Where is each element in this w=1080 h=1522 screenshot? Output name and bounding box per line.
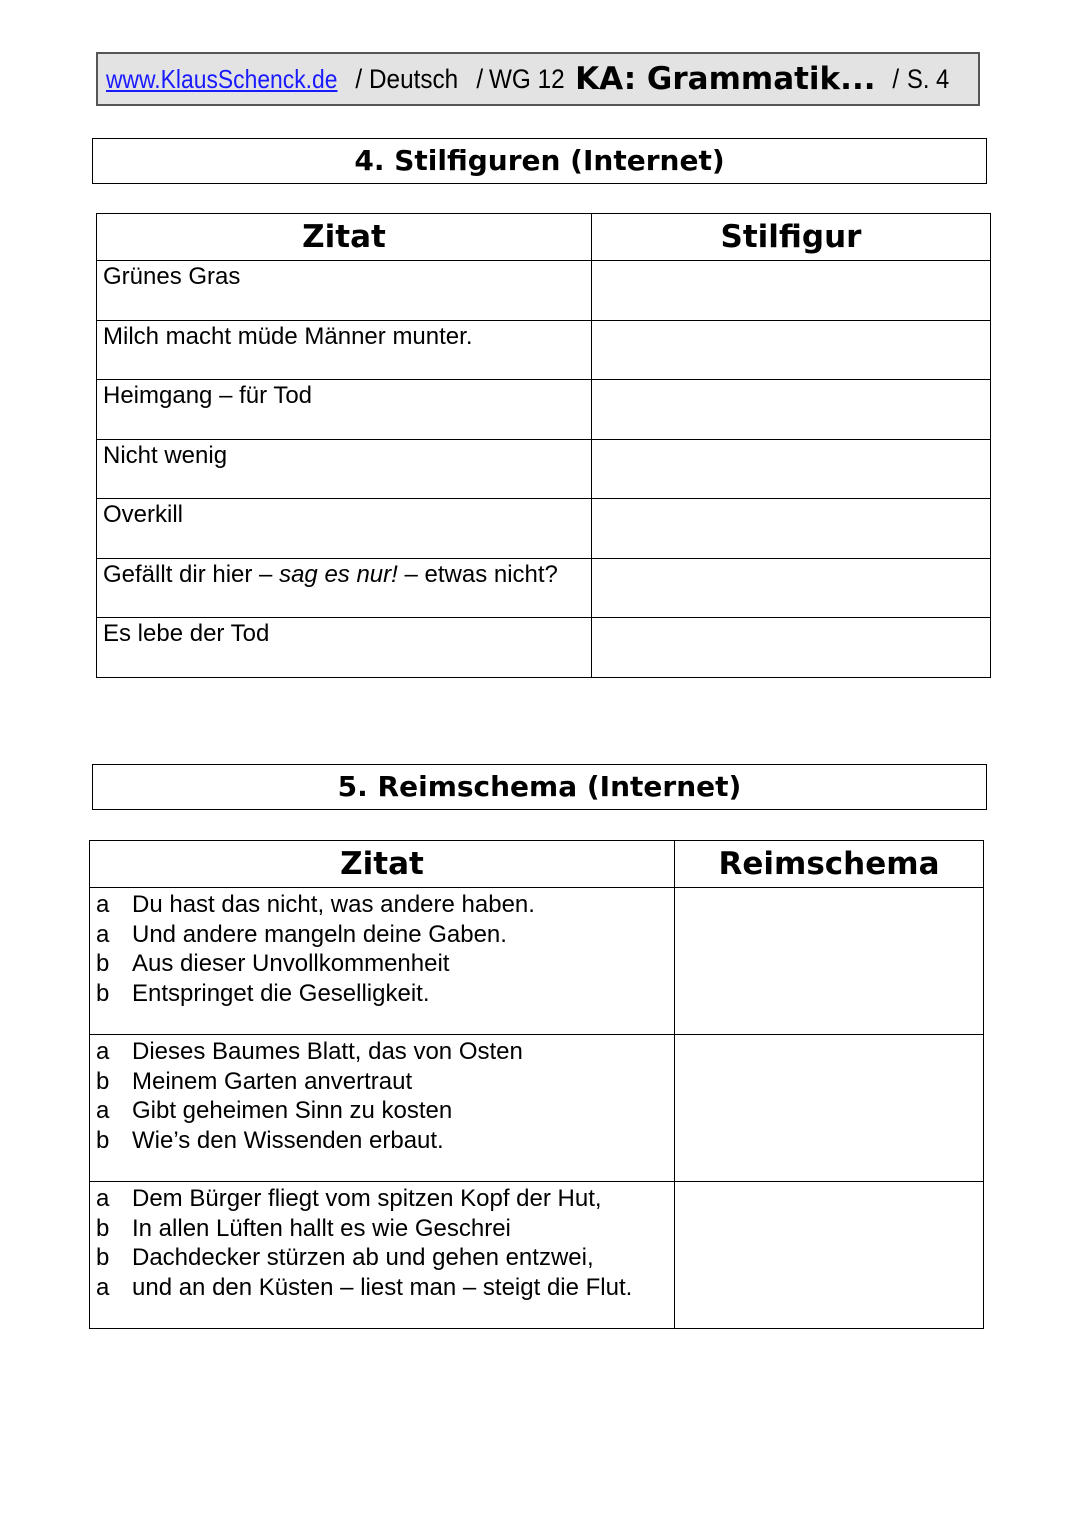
- poem-cell: [90, 1182, 675, 1329]
- quote-cell: Grünes Gras: [97, 261, 592, 321]
- column-header-zitat: Zitat: [90, 841, 675, 888]
- answer-cell[interactable]: [675, 1182, 984, 1329]
- line-text: Und andere mangeln deine Gaben.: [132, 920, 507, 948]
- table-row: [97, 380, 991, 440]
- separator: /: [355, 63, 363, 94]
- table-row: [97, 618, 991, 678]
- rhyme-letter: a: [96, 1185, 110, 1212]
- table-row: [97, 558, 991, 618]
- subject: Deutsch: [368, 63, 458, 94]
- line-text: Dachdecker stürzen ab und gehen entzwei,: [132, 1244, 594, 1271]
- table-row: [90, 888, 984, 1035]
- page-number: S. 4: [907, 63, 950, 94]
- rhyme-letter: a: [96, 1273, 110, 1301]
- rhyme-letter: b: [96, 979, 110, 1007]
- answer-cell[interactable]: [592, 618, 991, 678]
- answer-cell[interactable]: [592, 499, 991, 559]
- website-link[interactable]: www.KlausSchenck.de: [106, 63, 338, 94]
- section-4-title: 4. Stilfiguren (Internet): [92, 138, 987, 184]
- answer-cell[interactable]: [675, 1035, 984, 1182]
- poem-line: [96, 1214, 674, 1244]
- line-text: Gibt geheimen Sinn zu kosten: [132, 1097, 453, 1124]
- poem-line: [96, 1126, 674, 1156]
- line-text: Dem Bürger fliegt vom spitzen Kopf der Hut,: [132, 1185, 602, 1212]
- line-text: und an den Küsten – liest man – steigt die Flut.: [132, 1273, 633, 1301]
- poem-cell: [90, 1035, 675, 1182]
- rhyme-letter: b: [96, 1214, 110, 1242]
- table-row: [97, 499, 991, 559]
- answer-cell[interactable]: [592, 261, 991, 321]
- column-header-stilfigur: Stilfigur: [592, 214, 991, 261]
- quote-emphasis: sag es nur!: [279, 560, 398, 588]
- answer-cell[interactable]: [675, 888, 984, 1035]
- separator: /: [891, 63, 899, 94]
- line-text: Aus dieser Unvollkommenheit: [132, 950, 450, 977]
- poem-line: [96, 949, 674, 979]
- rhyme-letter: b: [96, 950, 110, 977]
- rhyme-letter: a: [96, 1097, 110, 1124]
- rhyme-letter: a: [96, 920, 110, 948]
- page-header: [96, 52, 980, 106]
- line-text: Dieses Baumes Blatt, das von Osten: [132, 1038, 523, 1065]
- quote-part: Gefällt dir hier –: [103, 560, 280, 588]
- poem-line: [96, 1096, 674, 1126]
- rhyme-letter: a: [96, 891, 110, 918]
- quote-cell: Nicht wenig: [97, 439, 592, 499]
- poem-cell: [90, 888, 675, 1035]
- class-label: WG 12: [489, 63, 565, 94]
- line-text: Entspringet die Geselligkeit.: [132, 979, 430, 1007]
- poem-line: [96, 890, 674, 920]
- reimschema-table: [89, 840, 984, 1329]
- stilfiguren-table: [96, 213, 991, 678]
- quote-cell: [97, 558, 592, 618]
- table-row: [97, 320, 991, 380]
- line-text: Du hast das nicht, was andere haben.: [132, 891, 535, 918]
- column-header-zitat: Zitat: [97, 214, 592, 261]
- line-text: Meinem Garten anvertraut: [132, 1067, 413, 1095]
- separator: /: [475, 63, 483, 94]
- document-title: KA: Grammatik...: [575, 61, 876, 97]
- line-text: In allen Lüften hallt es wie Geschrei: [132, 1214, 511, 1242]
- quote-cell: Milch macht müde Männer munter.: [97, 320, 592, 380]
- table-row: [97, 261, 991, 321]
- rhyme-letter: b: [96, 1244, 110, 1271]
- quote-cell: Es lebe der Tod: [97, 618, 592, 678]
- section-5-title: 5. Reimschema (Internet): [92, 764, 987, 810]
- answer-cell[interactable]: [592, 320, 991, 380]
- answer-cell[interactable]: [592, 558, 991, 618]
- rhyme-letter: b: [96, 1067, 110, 1095]
- table-row: [90, 1035, 984, 1182]
- poem-line: [96, 1184, 674, 1214]
- rhyme-letter: b: [96, 1126, 110, 1154]
- poem-line: [96, 979, 674, 1009]
- line-text: Wie’s den Wissenden erbaut.: [132, 1126, 444, 1154]
- poem-line: [96, 1273, 674, 1303]
- poem-line: [96, 1067, 674, 1097]
- answer-cell[interactable]: [592, 439, 991, 499]
- poem-line: [96, 920, 674, 950]
- column-header-reimschema: Reimschema: [675, 841, 984, 888]
- quote-part: – etwas nicht?: [397, 560, 558, 588]
- table-row: [90, 1182, 984, 1329]
- answer-cell[interactable]: [592, 380, 991, 440]
- quote-cell: Heimgang – für Tod: [97, 380, 592, 440]
- quote-cell: Overkill: [97, 499, 592, 559]
- table-row: [97, 439, 991, 499]
- poem-line: [96, 1243, 674, 1273]
- poem-line: [96, 1037, 674, 1067]
- rhyme-letter: a: [96, 1038, 110, 1065]
